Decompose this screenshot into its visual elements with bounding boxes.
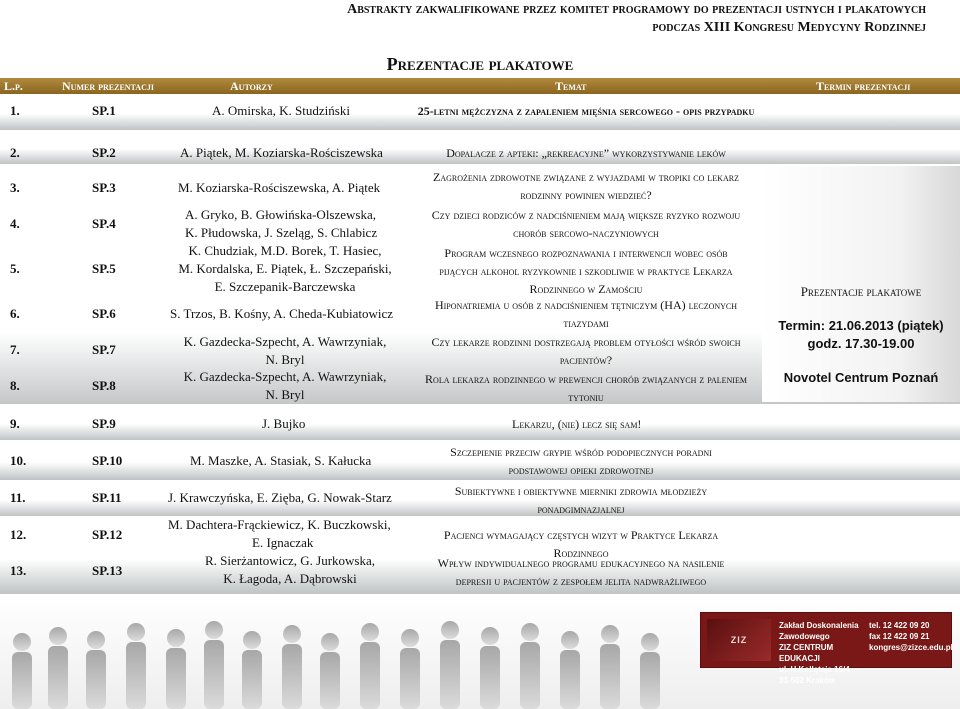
termin-box: [762, 166, 960, 402]
row-10-topic: [416, 443, 746, 479]
organizer-unit: Zakład Doskonalenia Zawodowego: [779, 621, 859, 641]
header-line-2: podczas XIII Kongresu Medycyny Rodzinnej: [652, 20, 926, 35]
ziz-logo-mark: ZIZ: [707, 619, 771, 661]
row-7-topic-line-2: pacjentów?: [559, 353, 613, 367]
row-3-lp: 3.: [10, 180, 20, 195]
row-12-authors-line-2: E. Ignaczak: [252, 535, 314, 550]
row-11-topic-line-2: ponadgimnazjalnej: [537, 502, 625, 516]
row-6-topic: [412, 296, 760, 332]
organizer-address: [779, 620, 863, 686]
row-5-topic-line-3: Rodzinnego w Zamościu: [529, 282, 643, 296]
row-5-authors-line-3: E. Szczepanik-Barczewska: [214, 279, 356, 294]
row-8-topic-line-1: Rola lekarza rodzinnego w prewencji chorób związanych z paleniem: [425, 372, 747, 386]
row-4-topic: [412, 206, 760, 242]
audience-silhouettes-image: [0, 602, 690, 709]
termin-hours: godz. 17.30-19.00: [807, 336, 915, 351]
row-12-lp: 12.: [10, 527, 27, 542]
row-7-authors-line-1: K. Gazdecka-Szpecht, A. Wawrzyniak,: [183, 334, 387, 349]
termin-label: Prezentacje plakatowe: [800, 284, 922, 299]
row-6-topic-line-1: Hiponatriemia u osób z nadciśnieniem tętniczym (HA) leczonych: [434, 298, 738, 312]
row-8-topic: [412, 370, 760, 406]
row-7-authors: [170, 333, 400, 369]
column-autorzy: Autorzy: [230, 79, 273, 93]
row-2-authors: A. Piątek, M. Koziarska-Rościszewska: [180, 145, 383, 160]
row-13-authors-line-1: R. Sierżantowicz, G. Jurkowska,: [204, 553, 376, 568]
organizer-street: ul. H.Kołłątaja 16/4: [779, 665, 850, 674]
row-9-sp: SP.9: [92, 416, 116, 431]
column-temat: Temat: [555, 79, 587, 93]
row-11-lp: 11.: [10, 490, 26, 505]
termin-place: Novotel Centrum Poznań: [783, 370, 939, 385]
row-11-topic-line-1: Subiektywne i obiektywne mierniki zdrowia młodzieży: [454, 484, 708, 498]
row-12-authors-line-1: M. Dachtera-Frąckiewicz, K. Buczkowski,: [168, 517, 391, 532]
row-13-topic-line-1: Wpływ indywidualnego programu edukacyjnego na nasilenie: [437, 556, 725, 570]
row-13-lp: 13.: [10, 563, 27, 578]
organizer-email: kongres@zizce.edu.pl: [869, 643, 953, 652]
row-1-lp: 1.: [10, 103, 20, 118]
row-1-authors: A. Omirska, K. Studziński: [212, 103, 350, 118]
column-lp: L.p.: [4, 79, 23, 93]
row-13-topic-line-2: depresji u pacjentów z zespołem jelita nadwrażliwego: [455, 574, 707, 588]
row-5-topic: [412, 244, 760, 298]
row-8-sp: SP.8: [92, 378, 116, 393]
row-3-topic-line-2: rodzinny powinien wiedzieć?: [520, 188, 652, 202]
row-10-authors: M. Maszke, A. Stasiak, S. Kałucka: [190, 453, 372, 468]
row-1-sp: SP.1: [92, 103, 116, 118]
row-5-authors-line-1: K. Chudziak, M.D. Borek, T. Hasiec,: [188, 243, 382, 258]
organizer-logo: [700, 612, 953, 685]
row-4-lp: 4.: [10, 216, 20, 231]
column-termin: Termin prezentacji: [816, 79, 911, 93]
row-2-lp: 2.: [10, 145, 20, 160]
row-3-sp: SP.3: [92, 180, 116, 195]
column-header-bar: [0, 78, 960, 94]
row-11-topic: [416, 482, 746, 518]
organizer-contact: [869, 620, 953, 653]
row-2-sp: SP.2: [92, 145, 116, 160]
row-4-topic-line-1: Czy dzieci rodziców z nadciśnieniem mają większe ryzyko rozwoju: [431, 208, 741, 222]
row-8-authors-line-2: N. Bryl: [265, 387, 305, 402]
row-9-authors: J. Bujko: [262, 416, 306, 431]
row-8-lp: 8.: [10, 378, 20, 393]
organizer-fax: fax 12 422 09 21: [869, 632, 930, 641]
row-5-authors: [170, 242, 400, 296]
row-5-topic-line-2: pijących alkohol ryzykownie i szkodliwie w praktyce Lekarza: [439, 264, 733, 278]
row-6-authors: S. Trzos, B. Kośny, A. Cheda-Kubiatowicz: [170, 306, 394, 321]
row-3-topic: [412, 168, 760, 204]
row-4-topic-line-2: chorób sercowo-naczyniowych: [513, 226, 659, 240]
row-5-topic-line-1: Program wczesnego rozpoznawania i interwencji wobec osób: [444, 246, 728, 260]
row-11-authors: J. Krawczyńska, E. Zięba, G. Nowak-Starz: [168, 490, 392, 505]
row-6-topic-line-2: tiazydami: [563, 316, 609, 330]
column-numer: Numer prezentacji: [62, 79, 154, 93]
row-10-topic-line-1: Szczepienie przeciw grypie wśród podopiecznych poradni: [450, 445, 712, 459]
row-13-topic: [416, 554, 746, 590]
row-6-lp: 6.: [10, 306, 20, 321]
row-7-topic: [412, 333, 760, 369]
row-13-authors: [170, 552, 410, 588]
row-4-sp: SP.4: [92, 216, 116, 231]
row-8-authors-line-1: K. Gazdecka-Szpecht, A. Wawrzyniak,: [183, 369, 387, 384]
header-line-1: Abstrakty zakwalifikowane przez komitet programowy do prezentacji ustnych i plakatowych: [347, 2, 926, 17]
termin-date: Termin: 21.06.2013 (piątek): [778, 318, 944, 333]
organizer-name: ZIZ CENTRUM EDUKACJI: [779, 643, 834, 663]
row-4-authors: [185, 206, 377, 242]
row-12-sp: SP.12: [92, 527, 123, 542]
row-10-lp: 10.: [10, 453, 27, 468]
row-7-authors-line-2: N. Bryl: [265, 352, 305, 367]
row-1-topic: 25-letni mężczyzna z zapaleniem mięśnia sercowego - opis przypadku: [417, 104, 755, 118]
row-band-9: [0, 404, 960, 440]
organizer-phone: tel. 12 422 09 20: [869, 621, 930, 630]
row-5-sp: SP.5: [92, 261, 116, 276]
row-3-topic-line-1: Zagrożenia zdrowotne związane z wyjazdami w tropiki co lekarz: [433, 170, 739, 184]
row-12-topic: Pacjenci wymagający częstych wizyt w Praktyce Lekarza Rodzinnego: [443, 528, 719, 560]
row-2-topic: Dopalacze z apteki: „rekreacyjne” wykorzystywanie leków: [446, 146, 726, 160]
row-9-topic: Lekarzu, (nie) lecz się sam!: [512, 417, 642, 431]
row-7-sp: SP.7: [92, 342, 116, 357]
row-11-sp: SP.11: [92, 490, 122, 505]
row-9-lp: 9.: [10, 416, 20, 431]
row-7-topic-line-1: Czy lekarze rodzinni dostrzegają problem otyłości wśród swoich: [431, 335, 741, 349]
page-title: Prezentacje plakatowe: [386, 54, 574, 74]
row-12-authors: [168, 516, 391, 552]
row-4-authors-line-2: K. Płudowska, J. Szeląg, S. Chlabicz: [185, 225, 378, 240]
row-4-authors-line-1: A. Gryko, B. Głowińska-Olszewska,: [185, 207, 377, 222]
row-10-topic-line-2: podstawowej opieki zdrowotnej: [508, 463, 654, 477]
row-5-lp: 5.: [10, 261, 20, 276]
row-7-lp: 7.: [10, 342, 20, 357]
row-10-sp: SP.10: [92, 453, 123, 468]
row-8-topic-line-2: tytoniu: [568, 390, 604, 404]
row-5-authors-line-2: M. Kordalska, E. Piątek, Ł. Szczepański,: [178, 261, 392, 276]
row-3-authors: M. Koziarska-Rościszewska, A. Piątek: [178, 180, 381, 195]
organizer-city: 31-502 Kraków: [779, 676, 836, 685]
row-13-sp: SP.13: [92, 563, 123, 578]
row-8-authors: [170, 368, 400, 404]
row-13-authors-line-2: K. Łagoda, A. Dąbrowski: [223, 571, 357, 586]
row-6-sp: SP.6: [92, 306, 116, 321]
